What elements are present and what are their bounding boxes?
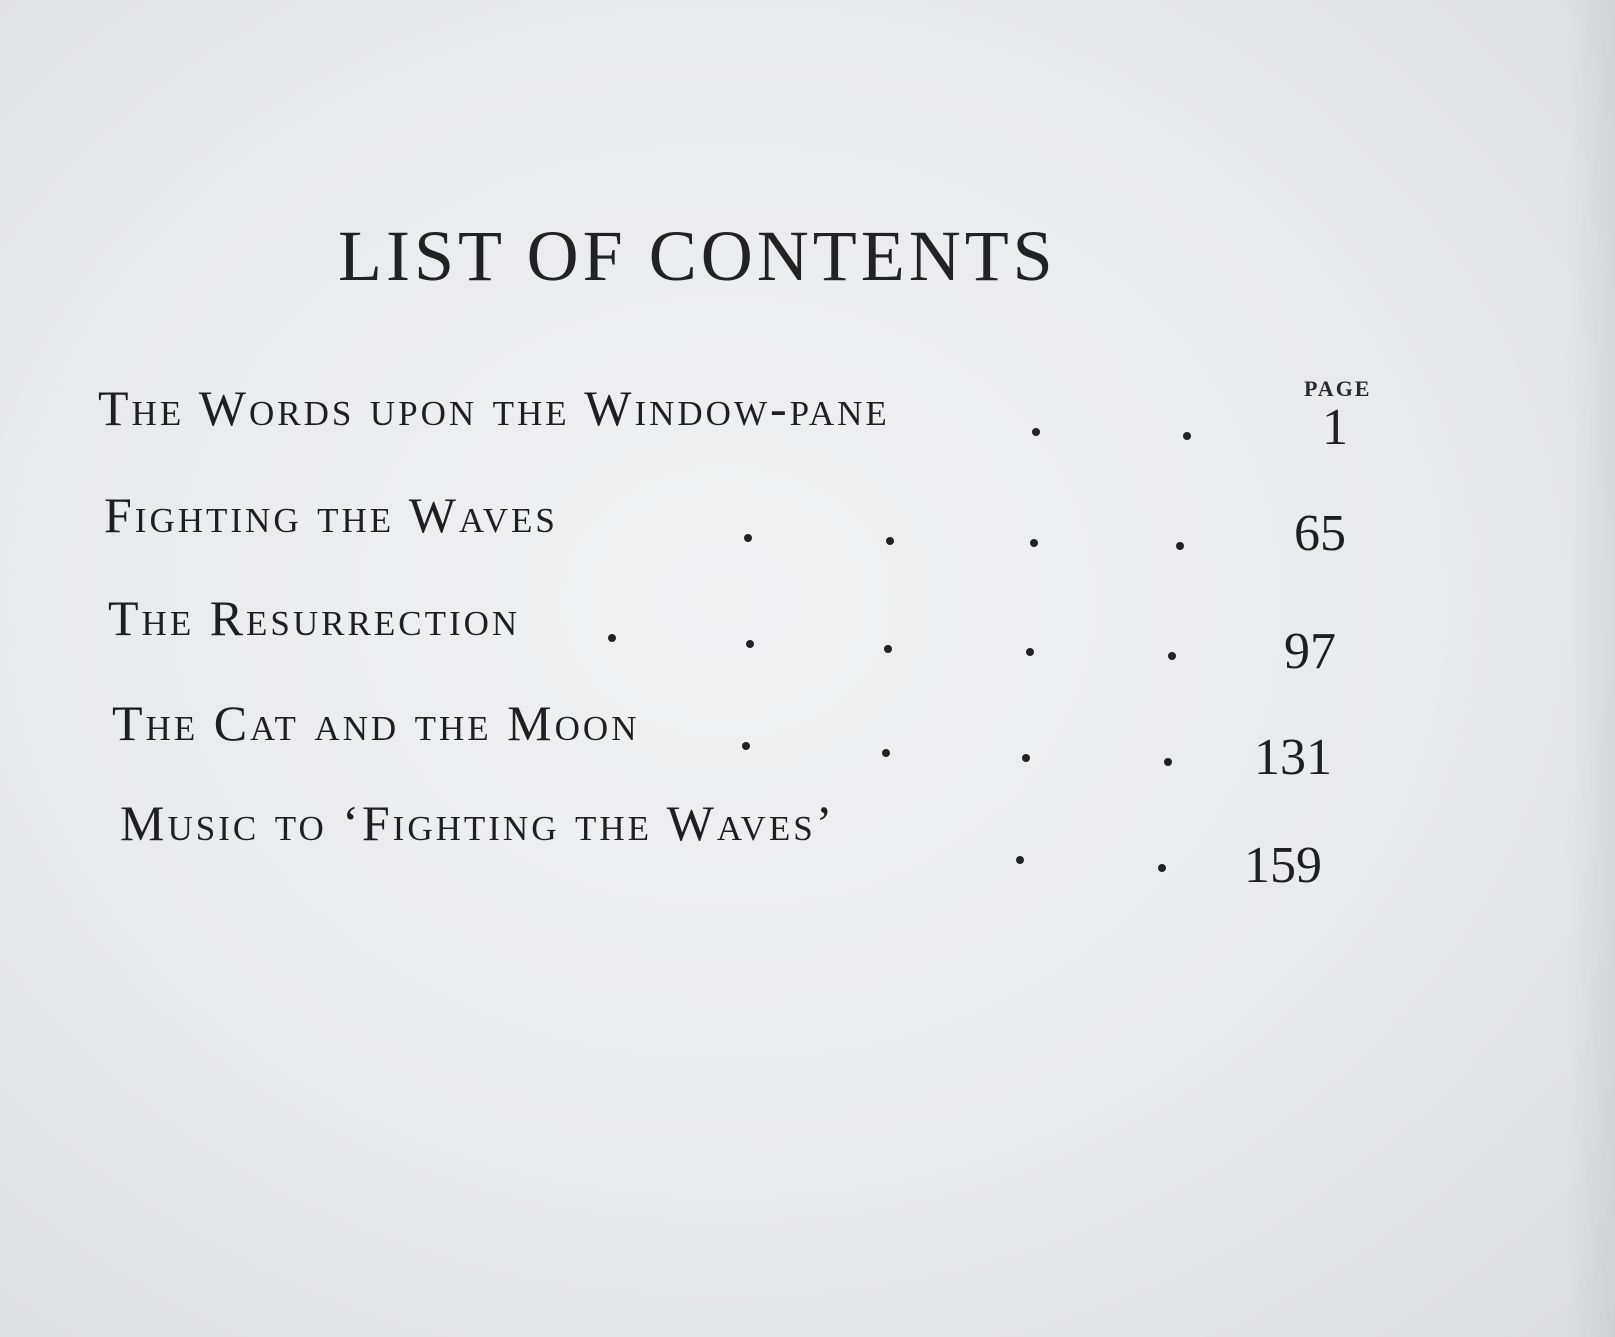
leader-dot: [1158, 864, 1166, 872]
toc-entry-title: The Resurrection: [108, 590, 521, 646]
leader-dot: [1168, 652, 1176, 660]
leader-dot: [1026, 648, 1034, 656]
toc-entry-title: Fighting the Waves: [104, 487, 558, 543]
page-title: LIST OF CONTENTS: [338, 216, 1057, 296]
toc-entry-page: 65: [1294, 505, 1346, 562]
leader-dot: [608, 634, 616, 642]
leader-dot: [746, 640, 754, 648]
leader-dot: [882, 749, 890, 757]
toc-entry-page: 97: [1284, 623, 1336, 680]
leader-dot: [1032, 428, 1040, 436]
leader-dot: [742, 742, 750, 750]
leader-dot: [1022, 754, 1030, 762]
page-column-label: PAGE: [1304, 376, 1372, 401]
toc-entry-title: The Cat and the Moon: [112, 695, 640, 751]
toc-entry-page: 1: [1322, 399, 1348, 456]
leader-dot: [886, 537, 894, 545]
leader-dot: [744, 534, 752, 542]
leader-dot: [1183, 432, 1191, 440]
toc-entry-title: Music to ‘Fighting the Waves’: [120, 795, 836, 851]
toc-entry-page: 159: [1244, 837, 1322, 894]
leader-dot: [884, 645, 892, 653]
leader-dot: [1164, 758, 1172, 766]
toc-entry-title: The Words upon the Window-pane: [98, 380, 890, 436]
leader-dot: [1176, 542, 1184, 550]
leader-dot: [1030, 539, 1038, 547]
toc-entry-page: 131: [1254, 729, 1332, 786]
leader-dot: [1016, 856, 1024, 864]
